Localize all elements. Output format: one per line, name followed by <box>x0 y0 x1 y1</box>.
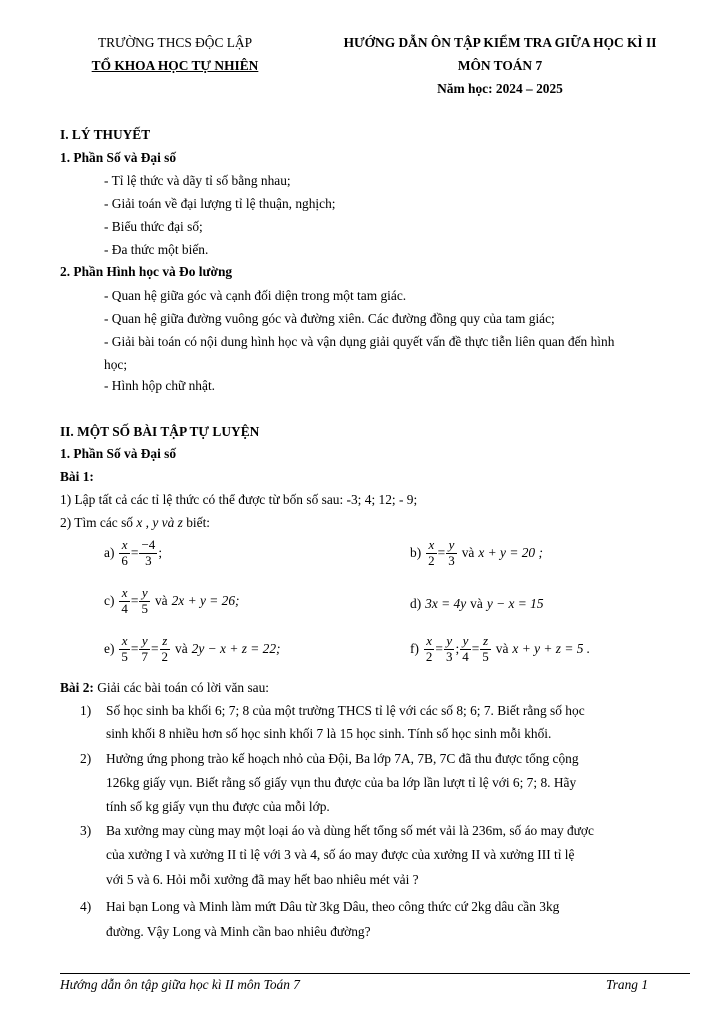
theory-item: - Giải toán về đại lượng tỉ lệ thuận, nghịch; <box>104 196 336 211</box>
problem-line: Ba xưởng may cùng may một loại áo và dùng hết tổng số mét vải là 236m, số áo may được <box>106 823 594 838</box>
department-name: TỔ KHOA HỌC TỰ NHIÊN <box>91 58 259 73</box>
fraction: $\frac{y}{7}$ <box>141 633 148 664</box>
q2-text: 2) Tìm các số <box>60 515 134 530</box>
exercises-heading: II. MỘT SỐ BÀI TẬP TỰ LUYỆN <box>60 424 260 439</box>
bai1-question-2 <box>60 515 210 531</box>
equation-a: a) $\frac{x}{6}$ = $\frac{-4}{3}$ ; <box>104 537 163 568</box>
fraction: $\frac{-4}{3}$ <box>141 537 156 568</box>
theory-part2-title: 2. Phần Hình học và Đo lường <box>60 264 233 279</box>
eq-rest: 2y − x + z = 22; <box>191 641 281 657</box>
subject-title: MÔN TOÁN 7 <box>457 58 543 73</box>
theory-part1-title: 1. Phần Số và Đại số <box>60 150 177 165</box>
theory-item: - Hình hộp chữ nhật. <box>104 378 216 393</box>
fraction: $\frac{y}{3}$ <box>448 537 455 568</box>
bai2-title: Bài 2: <box>60 680 94 695</box>
eq-rest: x + y + z = 5 . <box>512 641 591 657</box>
fraction: $\frac{x}{5}$ <box>121 633 128 664</box>
theory-item: - Quan hệ giữa góc và cạnh đối diện trong một tam giác. <box>104 288 407 303</box>
bai1-question-1: 1) Lập tất cả các tỉ lệ thức có thể được từ bốn số sau: -3; 4; 12; - 9; <box>60 492 418 507</box>
eq-rest: y − x = 15 <box>486 596 544 611</box>
eq-rest: x + y = 20 ; <box>478 545 543 561</box>
bai2-heading <box>60 680 269 696</box>
eq-and: và <box>154 593 168 609</box>
theory-item: học; <box>104 357 128 372</box>
eq-and: và <box>495 641 509 657</box>
exercises-part1-title: 1. Phần Số và Đại số <box>60 446 177 461</box>
eq-label: a) <box>104 545 115 561</box>
problem-line: tính số kg giấy vụn thu được của mỗi lớp. <box>106 799 330 814</box>
problem-line: Hai bạn Long và Minh làm mứt Dâu từ 3kg Dâu, theo công thức cứ 2kg dâu cần 3kg <box>106 899 560 914</box>
problem-line: với 5 và 6. Hỏi mỗi xưởng đã may hết bao nhiêu mét vải ? <box>106 872 419 887</box>
bai2-intro: Giải các bài toán có lời văn sau: <box>97 680 270 695</box>
fraction: $\frac{y}{3}$ <box>445 633 453 664</box>
problem-line: của xưởng I và xưởng II tỉ lệ với 3 và 4, số áo may được của xưởng II và xưởng III tỉ lệ <box>106 847 575 862</box>
fraction: $\frac{x}{4}$ <box>121 585 128 616</box>
equation-c: c) $\frac{x}{4}$ = $\frac{y}{5}$ và 2x + y = 26; <box>104 585 240 616</box>
eq-rest: 2x + y = 26; <box>171 593 240 609</box>
fraction: $\frac{y}{5}$ <box>141 585 148 616</box>
fraction: $\frac{x}{2}$ <box>428 537 435 568</box>
footer-divider <box>60 973 690 974</box>
equation-d <box>410 596 544 612</box>
problem-line: sinh khối 8 nhiều hơn số học sinh khối 7 là 15 học sinh. Tính số học sinh mỗi khối. <box>106 726 552 741</box>
q2-vars: x , y và z <box>136 515 183 530</box>
problem-line: Số học sinh ba khối 6; 7; 8 của một trường THCS tỉ lệ với các số 8; 6; 7. Biết rằng số học <box>106 703 585 718</box>
theory-item: - Tỉ lệ thức và dãy tỉ số bằng nhau; <box>104 173 291 188</box>
eq-and: và <box>461 545 475 561</box>
q2-end: biết: <box>186 515 211 530</box>
footer-title: Hướng dẫn ôn tập giữa học kì II môn Toán 7 <box>60 977 300 992</box>
eq-and: và <box>470 596 483 611</box>
theory-item: - Giải bài toán có nội dung hình học và vận dụng giải quyết vấn đề thực tiễn liên quan đến hình <box>104 334 615 349</box>
fraction: $\frac{z}{2}$ <box>161 633 169 664</box>
eq-label: f) <box>410 641 419 657</box>
theory-item: - Đa thức một biến. <box>104 242 209 257</box>
theory-item: - Quan hệ giữa đường vuông góc và đường xiên. Các đường đồng quy của tam giác; <box>104 311 555 326</box>
problem-number: 2) <box>80 751 92 766</box>
eq-label: b) <box>410 545 422 561</box>
problem-number: 4) <box>80 899 92 914</box>
problem-number: 3) <box>80 823 92 838</box>
bai1-title: Bài 1: <box>60 469 94 484</box>
equation-b: b) $\frac{x}{2}$ = $\frac{y}{3}$ và x + y = 20 ; <box>410 537 543 568</box>
equation-e: e) $\frac{x}{5}$ = $\frac{y}{7}$ = $\frac{z}{2}$ và 2y − x + z = 22; <box>104 633 281 664</box>
school-name: TRƯỜNG THCS ĐỘC LẬP <box>97 35 253 50</box>
fraction: $\frac{z}{5}$ <box>482 633 489 664</box>
fraction: $\frac{x}{2}$ <box>425 633 433 664</box>
eq-label: c) <box>104 593 115 609</box>
problem-line: 126kg giấy vụn. Biết rằng số giấy vụn thu được của ba lớp lần lượt tỉ lệ với 6; 7; 8. Hãy <box>106 775 577 790</box>
eq-label: d) <box>410 596 422 611</box>
problem-line: đường. Vậy Long và Minh cần bao nhiêu đường? <box>106 924 371 939</box>
page-number: Trang 1 <box>606 977 649 992</box>
problem-number: 1) <box>80 703 92 718</box>
eq-rest: ; <box>158 545 163 561</box>
school-year: Năm học: 2024 – 2025 <box>437 81 563 96</box>
fraction: $\frac{x}{6}$ <box>121 537 128 568</box>
theory-heading: I. LÝ THUYẾT <box>60 127 151 142</box>
eq-left: 3x = 4y <box>425 596 467 611</box>
eq-and: và <box>175 641 188 657</box>
equation-f: f) $\frac{x}{2}$ = $\frac{y}{3}$ ; $\frac{y}{4}$ = $\frac{z}{5}$ và x + y + z = 5 . <box>410 633 591 664</box>
theory-item: - Biểu thức đại số; <box>104 219 203 234</box>
problem-line: Hưởng ứng phong trào kế hoạch nhỏ của Đội, Ba lớp 7A, 7B, 7C đã thu được tổng cộng <box>106 751 579 766</box>
fraction: $\frac{y}{4}$ <box>462 633 469 664</box>
eq-label: e) <box>104 641 115 657</box>
document-title: HƯỚNG DẪN ÔN TẬP KIỂM TRA GIỮA HỌC KÌ II <box>343 35 657 50</box>
